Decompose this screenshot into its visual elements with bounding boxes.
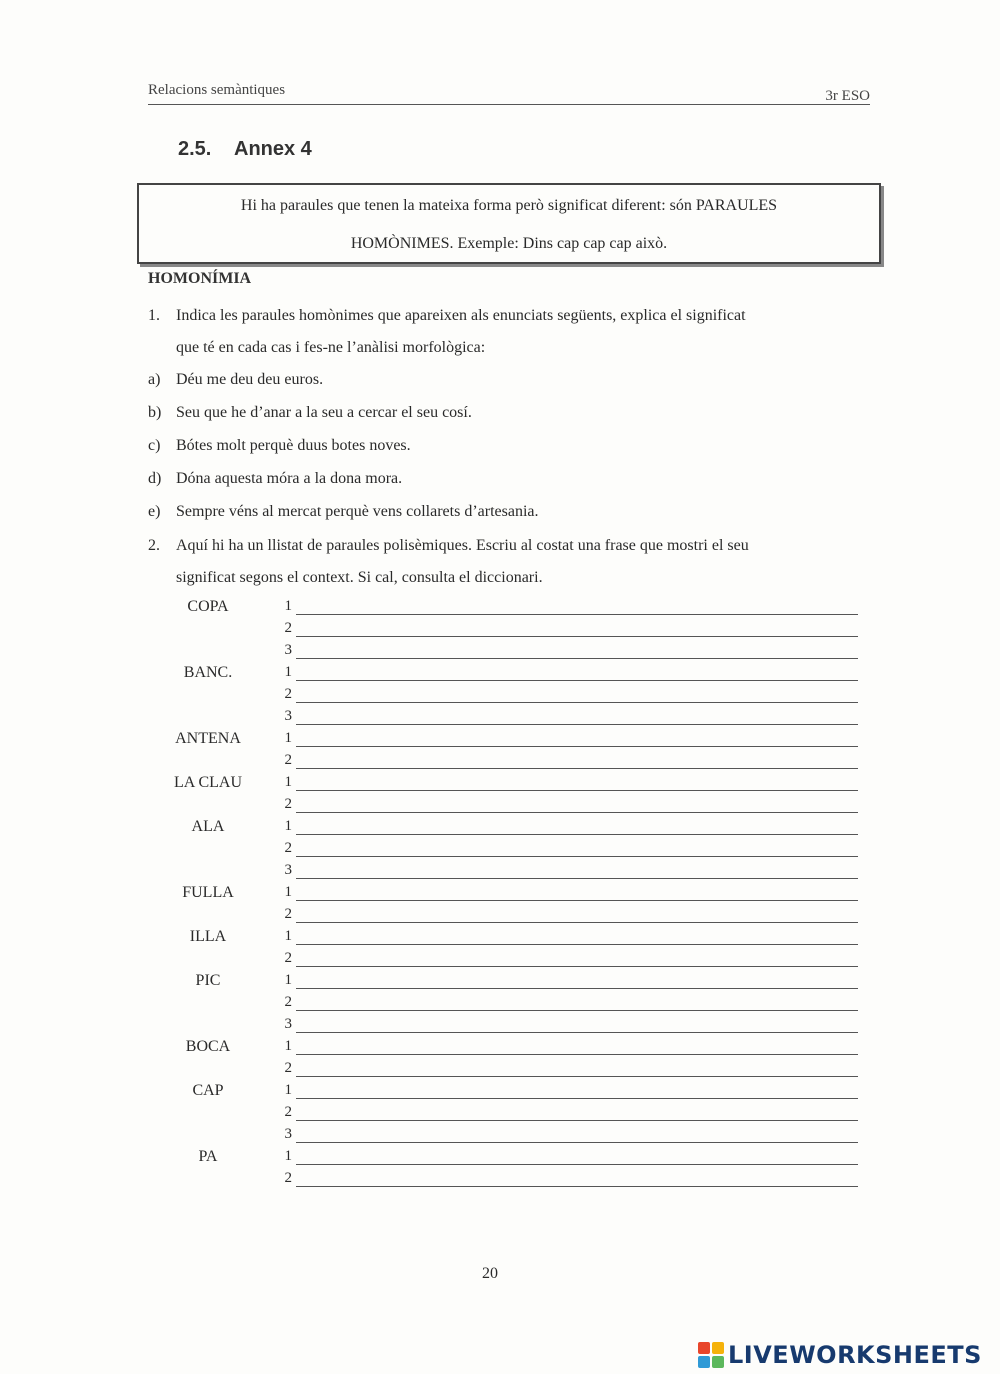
line-number: 2	[284, 840, 292, 856]
answer-line[interactable]	[296, 856, 858, 857]
section-name: Annex 4	[234, 138, 312, 160]
line-number: 1	[284, 1148, 292, 1164]
answer-line[interactable]	[296, 834, 858, 835]
header-subject: Relacions semàntiques	[148, 82, 286, 98]
line-number: 2	[284, 1060, 292, 1076]
line-number: 3	[284, 1126, 292, 1142]
exercise-1-item	[148, 397, 868, 429]
exercise-1-line-1: Indica les paraules homònimes que apareixen als enunciats següents, explica el significat	[176, 307, 746, 324]
line-number: 3	[284, 1016, 292, 1032]
subheading: HOMONÍMIA	[148, 270, 252, 287]
answer-line[interactable]	[296, 1142, 858, 1143]
liveworksheets-logo	[698, 1340, 994, 1370]
word-label: PA	[198, 1148, 218, 1165]
line-number: 1	[284, 774, 292, 790]
exercise-1-label: 1.	[148, 307, 160, 324]
answer-line[interactable]	[296, 988, 858, 989]
exercise-2-instructions	[148, 530, 868, 594]
section-title	[178, 138, 312, 161]
line-number: 1	[284, 598, 292, 614]
definition-line-1: Hi ha paraules que tenen la mateixa forma però significat diferent: són PARAULES	[240, 197, 778, 214]
answer-line[interactable]	[296, 790, 858, 791]
exercise-2-label: 2.	[148, 537, 160, 554]
answer-line[interactable]	[296, 812, 858, 813]
answer-line[interactable]	[296, 878, 858, 879]
answer-line[interactable]	[296, 658, 858, 659]
line-number: 2	[284, 1170, 292, 1186]
line-number: 3	[284, 862, 292, 878]
line-number: 1	[284, 818, 292, 834]
liveworksheets-wordmark: LIVEWORKSHEETS	[728, 1341, 982, 1369]
answer-line[interactable]	[296, 724, 858, 725]
word-label: COPA	[187, 598, 229, 615]
line-number: 2	[284, 1104, 292, 1120]
answer-line[interactable]	[296, 680, 858, 681]
exercise-1-line-2: que té en cada cas i fes-ne l’anàlisi morfològica:	[176, 339, 486, 356]
item-label: d)	[148, 470, 162, 487]
line-number: 2	[284, 796, 292, 812]
item-text: Seu que he d’anar a la seu a cercar el seu cosí.	[176, 404, 472, 421]
answer-line[interactable]	[296, 1032, 858, 1033]
header-course: 3r ESO	[825, 88, 870, 104]
exercise-2-line-2: significat segons el context. Si cal, consulta el diccionari.	[176, 569, 543, 586]
item-label: a)	[148, 371, 161, 388]
answer-line[interactable]	[296, 636, 858, 637]
line-number: 1	[284, 884, 292, 900]
answer-line[interactable]	[296, 1010, 858, 1011]
line-number: 2	[284, 906, 292, 922]
exercise-1-item	[148, 364, 868, 396]
answer-line[interactable]	[296, 1098, 858, 1099]
exercise-1-item	[148, 463, 868, 495]
exercise-1-item	[148, 430, 868, 462]
item-label: e)	[148, 503, 161, 520]
item-label: b)	[148, 404, 162, 421]
logo-square	[712, 1356, 724, 1368]
line-number: 1	[284, 928, 292, 944]
line-number: 3	[284, 708, 292, 724]
word-label: ALA	[191, 818, 225, 835]
answer-line[interactable]	[296, 614, 858, 615]
line-number: 2	[284, 620, 292, 636]
answer-line[interactable]	[296, 1054, 858, 1055]
answer-line[interactable]	[296, 922, 858, 923]
word-label: BOCA	[185, 1038, 231, 1055]
item-text: Bótes molt perquè duus botes noves.	[176, 437, 411, 454]
exercise-1-item	[148, 496, 868, 528]
line-number: 2	[284, 686, 292, 702]
answer-line[interactable]	[296, 1186, 858, 1187]
exercise-1-instructions	[148, 300, 868, 364]
logo-square	[698, 1356, 710, 1368]
answer-line[interactable]	[296, 1164, 858, 1165]
answer-line[interactable]	[296, 966, 858, 967]
running-header	[148, 80, 870, 105]
line-number: 2	[284, 994, 292, 1010]
answer-line[interactable]	[296, 900, 858, 901]
line-number: 1	[284, 1038, 292, 1054]
item-text: Déu me deu deu euros.	[176, 371, 324, 388]
item-label: c)	[148, 437, 161, 454]
answer-line[interactable]	[296, 1120, 858, 1121]
liveworksheets-icon	[698, 1342, 724, 1368]
answer-line[interactable]	[296, 702, 858, 703]
word-label: LA CLAU	[174, 774, 242, 791]
word-label: BANC.	[183, 664, 233, 681]
line-number: 1	[284, 972, 292, 988]
word-label: ANTENA	[175, 730, 241, 747]
answer-line[interactable]	[296, 768, 858, 769]
line-number: 1	[284, 730, 292, 746]
word-label: FULLA	[182, 884, 234, 901]
line-number: 1	[284, 1082, 292, 1098]
line-number: 1	[284, 664, 292, 680]
page-number: 20	[482, 1265, 498, 1282]
line-number: 3	[284, 642, 292, 658]
item-text: Sempre véns al mercat perquè vens collarets d’artesania.	[176, 503, 539, 520]
word-label: CAP	[192, 1082, 224, 1099]
logo-square	[712, 1342, 724, 1354]
answer-line[interactable]	[296, 746, 858, 747]
item-text: Dóna aquesta móra a la dona mora.	[176, 470, 403, 487]
answer-line[interactable]	[296, 1076, 858, 1077]
line-number: 2	[284, 950, 292, 966]
logo-square	[698, 1342, 710, 1354]
section-number: 2.5.	[178, 138, 212, 160]
definition-box	[137, 183, 881, 264]
exercise-2-line-1: Aquí hi ha un llistat de paraules polisèmiques. Escriu al costat una frase que mostri el seu	[176, 537, 749, 554]
line-number: 2	[284, 752, 292, 768]
answer-line[interactable]	[296, 944, 858, 945]
word-label: ILLA	[189, 928, 227, 945]
definition-line-2: HOMÒNIMES. Exemple: Dins cap cap cap això.	[350, 235, 668, 252]
word-label: PIC	[195, 972, 221, 989]
